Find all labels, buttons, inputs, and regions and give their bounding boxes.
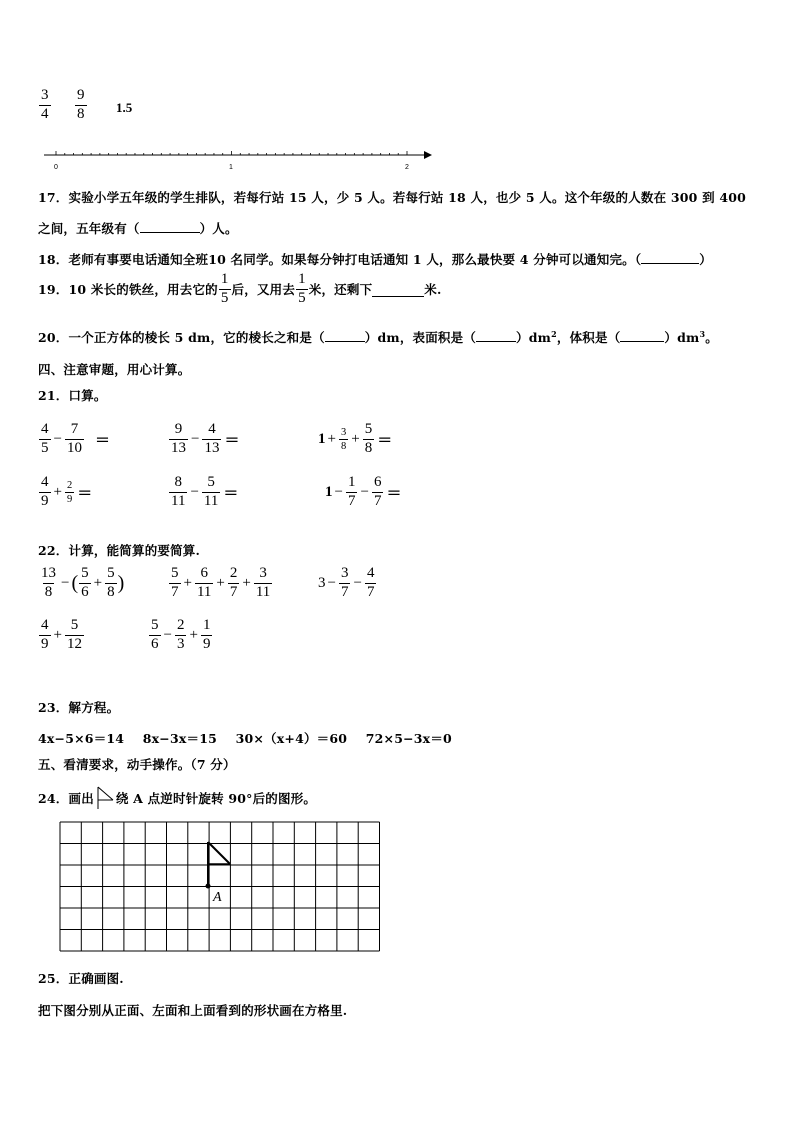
q22-expr-3: 3 − $\frac{3}{7}$ − $\frac{4}{7}$ — [318, 565, 375, 600]
q22-expr-2: $\frac{5}{7}$ + $\frac{6}{11}$ + $\frac{2}{7}$ + $\frac{3}{11}$ — [171, 565, 271, 600]
tick-label-0: 0 — [54, 164, 58, 171]
equation-3: 30×（x+4）＝60 — [235, 731, 348, 746]
q25-text: 把下图分别从正面、左面和上面看到的形状画在方格里. — [38, 1003, 348, 1018]
q21-item-6: 1 − $\frac{1}{7}$ − $\frac{6}{7}$ ＝ — [325, 474, 402, 509]
q24-line: 24．画出 绕 A 点逆时针旋转 90°后的图形。 — [38, 786, 316, 810]
q18-line: 18．老师有事要电话通知全班10 名同学。如果每分钟打电话通知 1 人，那么最快要 4 分钟可以通知完。（ ） — [38, 252, 712, 267]
section4-heading: 四、注意审题，用心计算。 — [38, 362, 191, 377]
section5-heading: 五、看清要求，动手操作。（7 分） — [38, 757, 236, 772]
number-line-label-decimal: 1.5 — [116, 100, 133, 115]
q21-item-1: $\frac{4}{5}$ − $\frac{7}{10}$ ＝ — [41, 421, 110, 456]
q22-expr-5: $\frac{5}{6}$ − $\frac{2}{3}$ + $\frac{1}{9}$ — [151, 617, 211, 652]
q20-volume-blank[interactable] — [620, 341, 664, 342]
q18-answer-blank[interactable] — [641, 263, 699, 264]
q22-expr-4: $\frac{4}{9}$ + $\frac{5}{12}$ — [41, 617, 82, 652]
q23-equations — [38, 729, 452, 747]
q19-answer-blank[interactable] — [372, 282, 424, 297]
q22-title: 22．计算，能简算的要简算. — [38, 543, 201, 558]
triangle-hypotenuse — [208, 842, 230, 864]
equation-1: 4x−5×6＝14 — [38, 731, 125, 746]
equation-2: 8x−3x＝15 — [142, 731, 218, 746]
q17-line1: 17．实验小学五年级的学生排队，若每行站 15 人，少 5 人。若每行站 18 人，也少 5 人。这个年级的人数在 300 到 400 — [38, 190, 747, 205]
q22-expr-1: $\frac{13}{8}$ − ( $\frac{5}{6}$ + $\frac{5}{8}$ ) — [41, 565, 125, 600]
triangle-icon — [95, 786, 115, 810]
q20-edge-sum-blank[interactable] — [325, 341, 365, 342]
tick-label-2: 2 — [405, 164, 409, 171]
number-line-label-9-8: $\frac{9}{8}$ — [77, 87, 85, 122]
q17-answer-blank[interactable] — [140, 232, 200, 233]
q25-title: 25．正确画图. — [38, 971, 124, 986]
q20-surface-blank[interactable] — [476, 341, 516, 342]
q23-title: 23．解方程。 — [38, 700, 120, 715]
rotation-grid — [58, 820, 384, 954]
q19-line: 19．10 米长的铁丝，用去它的 $\frac{1}{5}$ 后，又用去 $\frac{1}{5}$ 米，还剩下 米. — [38, 271, 442, 306]
point-a — [206, 884, 211, 889]
q21-item-5: $\frac{8}{11}$ − $\frac{5}{11}$ ＝ — [171, 474, 239, 509]
number-line — [40, 145, 435, 175]
q21-item-4: $\frac{4}{9}$ + $\frac{2}{9}$ ＝ — [41, 474, 93, 509]
q20-line: 20．一个正方体的棱长 5 dm，它的棱长之和是（ ）dm，表面积是（ ）$dm^2$，体积是（ ）$dm^3$。 — [38, 328, 718, 345]
q21-item-2: $\frac{9}{13}$ − $\frac{4}{13}$ ＝ — [171, 421, 240, 456]
point-a-label: A — [213, 890, 222, 905]
q17-line2: 之间，五年级有（ ）人。 — [38, 221, 238, 236]
q21-title: 21．口算。 — [38, 388, 107, 403]
number-line-label-3-4: $\frac{3}{4}$ — [41, 87, 49, 122]
equation-4: 72×5−3x＝0 — [365, 731, 452, 746]
tick-label-1: 1 — [229, 164, 233, 171]
q21-item-3: 1 + $\frac{3}{8}$ + $\frac{5}{8}$ ＝ — [318, 421, 393, 456]
